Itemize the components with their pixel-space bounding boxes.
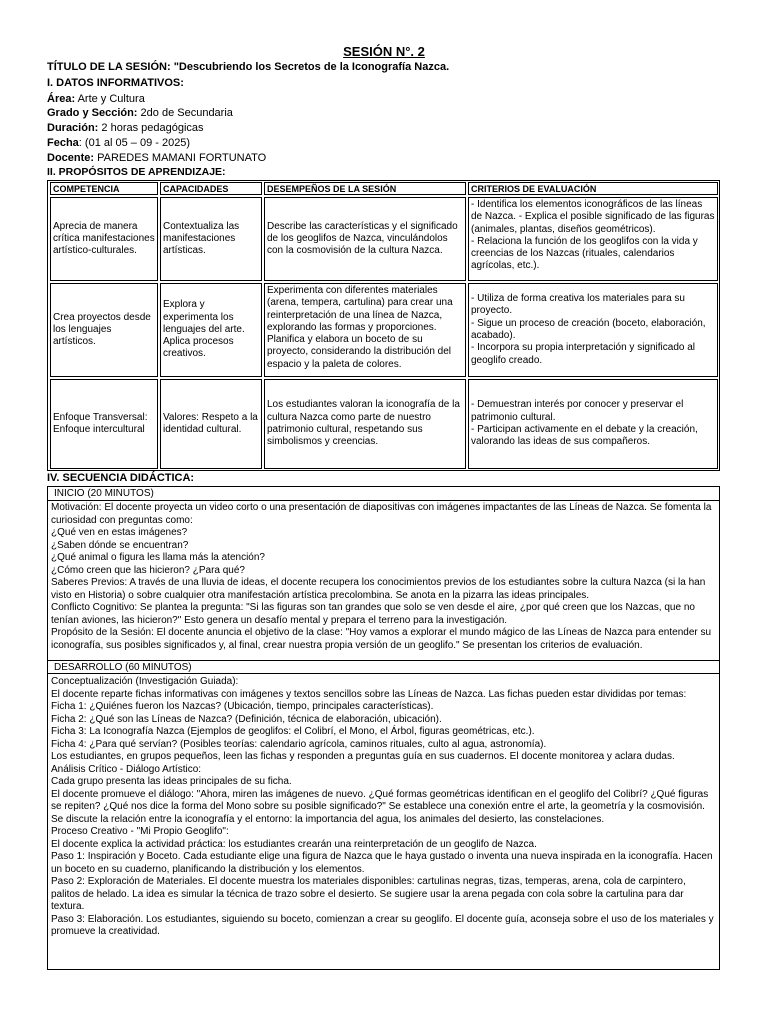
grado-value: 2do de Secundaria <box>140 107 233 119</box>
area-label: Área: <box>47 93 76 105</box>
table-header-competencia: COMPETENCIA <box>50 182 158 195</box>
sequence-paragraph: ¿Saben dónde se encuentran? <box>51 539 189 551</box>
sequence-paragraph: Análisis Crítico - Diálogo Artístico: <box>51 763 202 775</box>
table-row-1-competencia: Aprecia de manera crítica manifestaciones artístico-culturales. <box>50 197 158 281</box>
sequence-paragraph: ¿Qué ven en estas imágenes? <box>51 527 188 538</box>
sequence-paragraph: Se discute la relación entre la iconografía y el entorno: la importancia del agua, los animales del desierto, las constelaciones. <box>51 813 605 825</box>
table-header-desempenos: DESEMPEÑOS DE LA SESIÓN <box>264 182 466 195</box>
table-header-capacidades: CAPACIDADES <box>160 182 262 195</box>
sequence-paragraph: Propósito de la Sesión: El docente anuncia el objetivo de la clase: "Hoy vamos a explorar el mundo mágico de las Líneas de Nazca para entender su iconografía, sus posibles significados y, al final, crear nuestra propia versión de un geoglifo." Se presentan los criterios de evaluación. <box>51 627 712 651</box>
secuencia-heading: IV. SECUENCIA DIDÁCTICA: <box>47 472 195 484</box>
table-row-3-capacidades: Valores: Respeto a la identidad cultural. <box>160 379 262 469</box>
table-row-1-desempenos: Describe las características y el significado de los geoglifos de Nazca, vinculándolos con la cosmovisión de la cultura Nazca. <box>264 197 466 281</box>
table-row-2-capacidades: Explora y experimenta los lenguajes del arte. Aplica procesos creativos. <box>160 283 262 377</box>
duracion-line <box>47 121 204 136</box>
sequence-paragraph: Ficha 3: La Iconografía Nazca (Ejemplos de geoglifos: el Colibrí, el Mono, el Árbol, figuras geométricas, etc.). <box>51 726 535 737</box>
sequence-paragraph: Paso 1: Inspiración y Boceto. Cada estudiante elige una figura de Nazca que le haya gustado o inventa una nueva inspirada en la iconografía. Hacen un boceto en su cuaderno, planificando la distribución y los elementos. <box>51 851 713 875</box>
table-header-criterios: CRITERIOS DE EVALUACIÓN <box>468 182 718 195</box>
sequence-paragraph: El docente explica la actividad práctica: los estudiantes crearán una reinterpretación de un geoglifo de Nazca. <box>51 838 537 850</box>
titulo-label: TÍTULO DE LA SESIÓN: <box>47 61 171 73</box>
area-value: Arte y Cultura <box>77 93 145 105</box>
inicio-body <box>48 502 719 660</box>
table-row-3-desempenos: Los estudiantes valoran la iconografía de la cultura Nazca como parte de nuestro patrimonio cultural, respetando sus simbolismos y creencias. <box>264 379 466 469</box>
table-row-2-criterios: - Utiliza de forma creativa los materiales para su proyecto. - Sigue un proceso de creación (boceto, elaboración, acabado). - Incorpora su propia interpretación y significado al geoglifo creado. <box>468 283 718 377</box>
sequence-paragraph: Saberes Previos: A través de una lluvia de ideas, el docente recupera los conocimientos previos de los estudiantes sobre la cultura Nazca (si la han visto en Historia) o sobre cualquier otra manifestación artística precolombina. Se anota en la pizarra las ideas principales. <box>51 577 706 601</box>
docente-label: Docente: <box>47 152 95 164</box>
sequence-paragraph: Ficha 1: ¿Quiénes fueron los Nazcas? (Ubicación, tiempo, principales características). <box>51 701 434 712</box>
datos-heading: I. DATOS INFORMATIVOS: <box>47 77 184 89</box>
table-row-2-competencia: Crea proyectos desde los lenguajes artísticos. <box>50 283 158 377</box>
sequence-paragraph: Conflicto Cognitivo: Se plantea la pregunta: "Si las figuras son tan grandes que solo se ven desde el aire, ¿por qué creen que los Nazcas, que no tenían aviones, las hicieron?" Esto genera un desafío mental y prepara el terreno para la investigación. <box>51 602 695 626</box>
table-row-2-desempenos: Experimenta con diferentes materiales (arena, tempera, cartulina) para crear una reinterpretación de una línea de Nazca, explorando las formas y proporciones. Planifica y elabora un boceto de su proyecto, considerando la distribución del espacio y la paleta de colores. <box>264 283 466 377</box>
grado-label: Grado y Sección: <box>47 107 138 119</box>
sequence-paragraph: Paso 3: Elaboración. Los estudiantes, siguiendo su boceto, comienzan a crear su geoglifo. El docente guía, aconseja sobre el uso de los materiales y promueve la creatividad. <box>51 913 714 937</box>
desarrollo-label: DESARROLLO (60 MINUTOS) <box>48 660 719 674</box>
inicio-label: INICIO (20 MINUTOS) <box>48 487 719 501</box>
docente-value: PAREDES MAMANI FORTUNATO <box>97 152 267 164</box>
table-row-1-criterios: - Identifica los elementos iconográficos de las líneas de Nazca. - Explica el posible significado de las figuras (animales, plantas, diseños geométricos). - Relaciona la función de los geoglifos con la vida y creencias de los Nazcas (rituales, calendarios agrícolas, etc.). <box>468 197 718 281</box>
sequence-paragraph: Cada grupo presenta las ideas principales de su ficha. <box>51 776 292 787</box>
table-row-1-capacidades: Contextualiza las manifestaciones artísticas. <box>160 197 262 281</box>
session-title-line <box>47 60 449 75</box>
duracion-label: Duración: <box>47 122 99 134</box>
sequence-paragraph: Ficha 2: ¿Qué son las Líneas de Nazca? (Definición, técnica de elaboración, ubicación). <box>51 713 442 725</box>
sequence-paragraph: Conceptualización (Investigación Guiada): <box>51 676 239 687</box>
propositos-heading: II. PROPÓSITOS DE APRENDIZAJE: <box>47 166 226 178</box>
sequence-paragraph: ¿Cómo creen que las hicieron? ¿Para qué? <box>51 564 245 576</box>
sequence-paragraph: El docente promueve el diálogo: "Ahora, miren las imágenes de nuevo. ¿Qué formas geométricas identifican en el geoglifo del Colibrí? ¿Qué figuras se repiten? ¿Qué nos dice la forma del Mono sobre su posible significado?" Se establece una conexión entre el arte, la geometría y la cosmovisión. <box>51 788 709 812</box>
purposes-table <box>47 180 720 471</box>
titulo-value: "Descubriendo los Secretos de la Iconografía Nazca. <box>173 61 450 73</box>
area-line <box>47 92 145 107</box>
sequence-paragraph: ¿Qué animal o figura les llama más la atención? <box>51 552 265 563</box>
sequence-paragraph: Ficha 4: ¿Para qué servían? (Posibles teorías: calendario agrícola, caminos rituales, culto al agua, astronomía). <box>51 738 547 750</box>
fecha-line <box>47 136 190 151</box>
secuencia-table <box>47 486 720 970</box>
sequence-paragraph: Paso 2: Exploración de Materiales. El docente muestra los materiales disponibles: cartulinas negras, tizas, temperas, arena, cola de carpintero, palitos de helado. La idea es simular la técnica de trazo sobre el desierto. Se sugiere usar la arena pegada con cola sobre la cartulina para dar textura. <box>51 876 686 912</box>
duracion-value: 2 horas pedagógicas <box>101 122 204 134</box>
session-title: SESIÓN N°. 2 <box>343 44 425 59</box>
desarrollo-body <box>48 676 719 968</box>
sequence-paragraph: El docente reparte fichas informativas con imágenes y textos sencillos sobre las Líneas de Nazca. Las fichas pueden estar divididas por temas: <box>51 688 687 700</box>
table-row-3-criterios: - Demuestran interés por conocer y preservar el patrimonio cultural. - Participan activamente en el debate y la creación, valorando las ideas de sus compañeros. <box>468 379 718 469</box>
sequence-paragraph: Proceso Creativo - "Mi Propio Geoglifo": <box>51 826 229 837</box>
docente-line <box>47 151 266 166</box>
sequence-paragraph: Motivación: El docente proyecta un video corto o una presentación de diapositivas con imágenes impactantes de las Líneas de Nazca. Se fomenta la curiosidad con preguntas como: <box>51 502 712 526</box>
grado-line <box>47 106 233 121</box>
fecha-value: : (01 al 05 – 09 - 2025) <box>78 137 191 149</box>
sequence-paragraph: Los estudiantes, en grupos pequeños, leen las fichas y responden a preguntas guía en sus cuadernos. El docente monitorea y aclara dudas. <box>51 751 675 762</box>
table-row-3-competencia: Enfoque Transversal: Enfoque intercultural <box>50 379 158 469</box>
fecha-label: Fecha <box>47 137 79 149</box>
